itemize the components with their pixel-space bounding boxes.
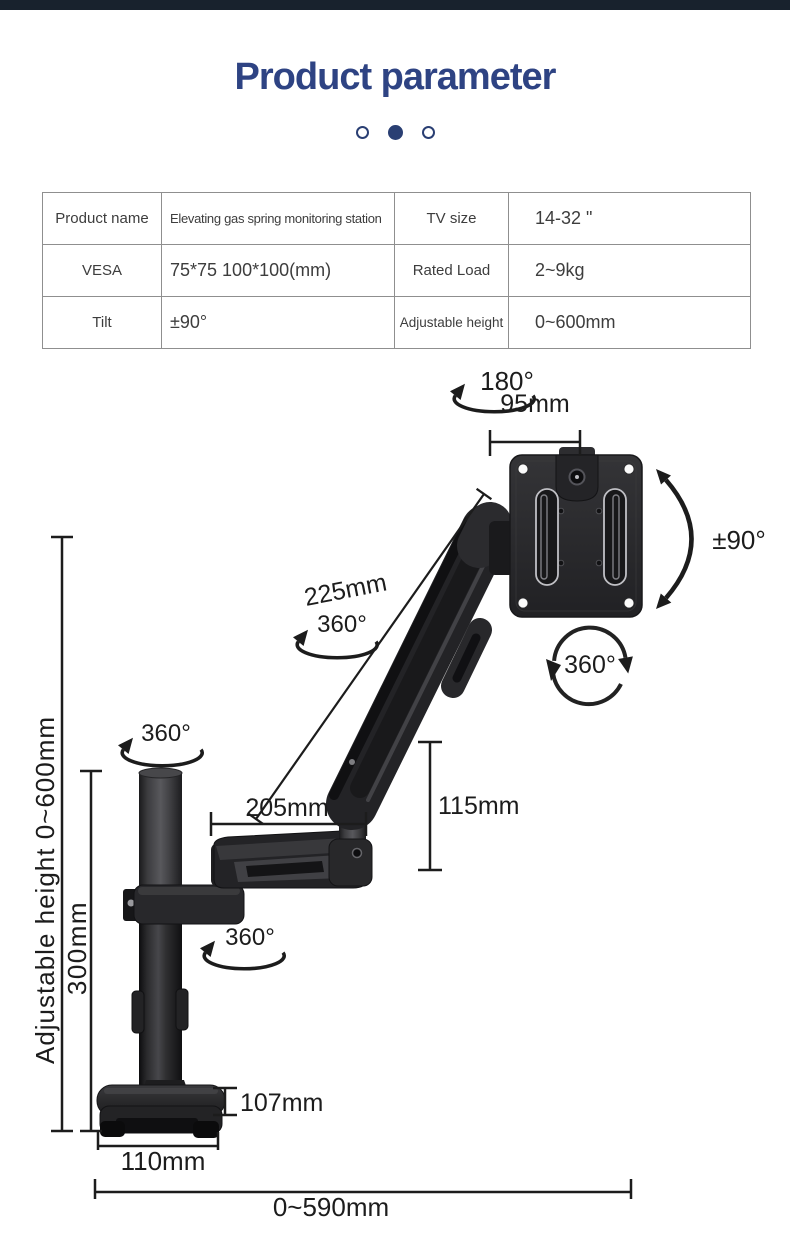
spec-value: 75*75 100*100(mm) xyxy=(162,245,395,297)
dim-110mm-label: 110mm xyxy=(120,1146,206,1176)
dim-225mm-label: 225mm xyxy=(301,568,390,612)
dim-107mm-label: 107mm xyxy=(240,1089,324,1117)
spec-row xyxy=(43,245,751,297)
spec-value: Elevating gas spring monitoring station xyxy=(162,193,395,245)
swivel-lower-360 xyxy=(200,924,284,969)
gas-spring-arm xyxy=(334,521,515,804)
monitor-arm-diagram xyxy=(0,358,790,1245)
dim-95mm xyxy=(490,390,580,456)
dim-95mm-label: 95mm xyxy=(500,390,570,418)
tilt-90 xyxy=(656,469,766,609)
dim-115mm-label: 115mm xyxy=(438,792,520,820)
dim-300mm xyxy=(62,771,102,1131)
dim-205mm-label: 205mm xyxy=(245,794,329,822)
spec-label: Adjustable height xyxy=(395,297,509,349)
spec-table xyxy=(42,192,751,349)
spec-value: 2~9kg xyxy=(509,245,751,297)
pagination-dot-active[interactable] xyxy=(388,125,403,140)
swivel-pole-label: 360° xyxy=(141,720,191,747)
tilt-90-label: ±90° xyxy=(712,525,766,555)
swivel-arm-360 xyxy=(293,611,377,658)
spec-value: ±90° xyxy=(162,297,395,349)
spec-label: TV size xyxy=(395,193,509,245)
dim-adjustable-height xyxy=(30,537,73,1131)
arm-screw xyxy=(349,759,355,765)
pole-clamp-collar xyxy=(123,885,244,924)
rotation-180-label: 180° xyxy=(480,366,534,396)
dim-110mm xyxy=(98,1132,218,1176)
spec-label: VESA xyxy=(43,245,162,297)
spec-label: Product name xyxy=(43,193,162,245)
dim-107mm xyxy=(213,1088,323,1117)
desk-pole xyxy=(132,768,188,1094)
spec-row xyxy=(43,297,751,349)
page-title: Product parameter xyxy=(234,56,556,98)
spec-value: 14-32 " xyxy=(509,193,751,245)
swivel-plate-360 xyxy=(546,628,633,705)
vesa-plate xyxy=(510,447,642,617)
swivel-plate-label: 360° xyxy=(564,651,616,679)
swivel-lower-label: 360° xyxy=(225,924,275,951)
dim-300mm-label: 300mm xyxy=(62,900,92,996)
top-divider-bar xyxy=(0,0,790,10)
spec-value: 0~600mm xyxy=(509,297,751,349)
swivel-pole-360 xyxy=(118,720,202,766)
swivel-arm-label: 360° xyxy=(317,611,367,638)
dim-590mm-label: 0~590mm xyxy=(272,1192,390,1222)
adjustable-height-label: Adjustable height 0~600mm xyxy=(30,715,60,1065)
pagination-dot[interactable] xyxy=(356,126,369,139)
pagination xyxy=(0,125,790,140)
spec-label: Rated Load xyxy=(395,245,509,297)
dim-115mm xyxy=(418,742,520,870)
desk-base xyxy=(97,1080,225,1138)
dim-590mm xyxy=(95,1179,631,1222)
quick-release-latch xyxy=(556,455,598,501)
spec-row xyxy=(43,193,751,245)
pagination-dot[interactable] xyxy=(422,126,435,139)
spec-label: Tilt xyxy=(43,297,162,349)
